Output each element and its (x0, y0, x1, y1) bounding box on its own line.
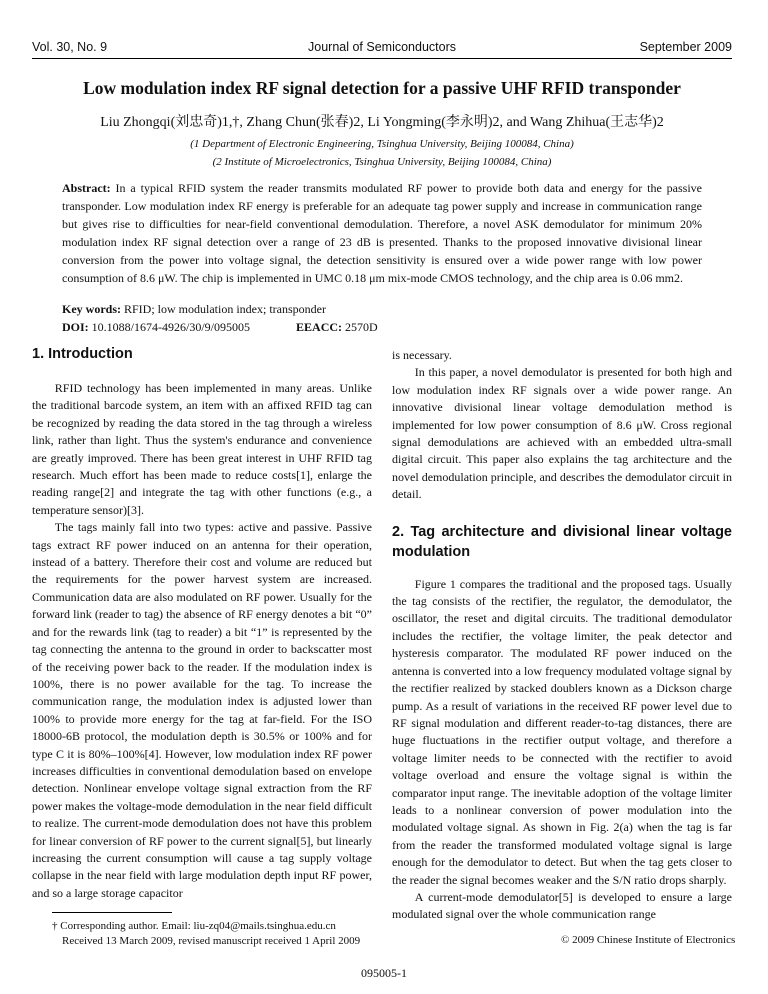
intro-paragraph-3: In this paper, a novel demodulator is presented for both high and low modulation index RF signals over a wide power range. An innovative divisional linear voltage demodulation method is implemented for low power consumption of 8.6 μW. Cross regional signal demodulations are achieved with an embedded ultra-small digital circuit. This paper also explains the tag architecture and the novel demodulation principle, and describes the demodulator circuit in detail. (392, 365, 732, 502)
intro-paragraph-2-continued: is necessary. (392, 348, 452, 362)
section-title-tag-architecture: 2. Tag architecture and divisional linear voltage modulation (392, 523, 732, 560)
footnote-rule (52, 912, 172, 913)
received-dates: Received 13 March 2009, revised manuscript received 1 April 2009 (62, 935, 361, 947)
running-header (32, 40, 732, 60)
intro-paragraph-1: RFID technology has been implemented in many areas. Unlike the traditional barcode system, an item with an affixed RFID tag can be recognized by reading the data stored in the tag through a wireless link, rather than light. Thus the system's endurance and convenience are greatly improved. There has been great interest in UHF RFID tag research. Much effort has been made to reduce costs[1], enlarge the reading range[2] and integrate the tag with other functions (e.g., a temperature sensor)[3]. (32, 381, 372, 517)
abstract (62, 179, 702, 287)
eeacc-value: 2570D (345, 320, 378, 334)
right-column (392, 347, 732, 924)
section-title-introduction: 1. Introduction (32, 346, 133, 362)
doi-value: 10.1088/1674-4926/30/9/095005 (91, 320, 251, 334)
abstract-text: In a typical RFID system the reader transmits modulated RF power to provide both data and energy for the passive transponder. Low modulation index RF energy is preferable for an adequate tag power supply and increase in communication range but gives rise to difficulties for near-field conventional demodulation. Therefore, a novel ASK demodulator for minimum 20% modulation index RF signal detection over a range of 23 dB is presented. Thanks to the proposed innovative divisional linear conversion from the power into voltage signal, the detection sensitivity is ensured over a wide power range with low power consumption of 8.6 μW. The chip is implemented in UMC 0.18 μm mix-mode CMOS technology, and the chip area is 0.06 mm2. (62, 181, 702, 285)
affiliation-2: (2 Institute of Microelectronics, Tsinghua University, Beijing 100084, China) (212, 156, 552, 168)
keywords: RFID; low modulation index; transponder (124, 302, 326, 316)
paper-title: Low modulation index RF signal detection for a passive UHF RFID transponder (83, 78, 681, 98)
section2-paragraph-1: Figure 1 compares the traditional and the proposed tags. Usually the tag consists of the rectifier, the regulator, the demodulator, the oscillator, the reset and digital circuits. The traditional demodulator includes the rectifier, the voltage limiter, the peak detector and hysteresis comparator. The modulated RF power induced on the antenna is converted into a low frequency modulated voltage signal by the rectifier realized by stacked doublers known as a Dickson charge pump. As a result of variations in the received RF power level due to RF signal modulation and different reader-to-tag distances, there are huge fluctuations in the rectifier output voltage, and therefore a voltage limiter needs to be connected with the rectifier to avoid voltage overload and ensure the voltage signal is within the comparator input range. The inevitable adoption of the voltage limiter leads to a nonlinear conversion of power modulation into the modulated voltage signal. As shown in Fig. 2(a) when the tag is far from the reader the transformed modulated voltage signal is large enough for the demodulator to detect. But when the tag gets closer to the reader the signal becomes weaker and the S/N ratio drops sharply. (392, 576, 732, 887)
issue-date: September 2009 (639, 40, 732, 54)
corresponding-author: † Corresponding author. Email: liu-zq04@mails.tsinghua.edu.cn (52, 920, 336, 932)
keywords-label: Key words: (62, 302, 121, 316)
abstract-label: Abstract: (62, 181, 111, 195)
eeacc-label: EEACC: (296, 320, 343, 334)
journal-volume: Vol. 30, No. 9 (32, 40, 108, 54)
header-rule (32, 58, 732, 59)
author-list: Liu Zhongqi(刘忠奇)1,†, Zhang Chun(张春)2, Li Yongming(李永明)2, and Wang Zhihua(王志华)2 (100, 115, 664, 130)
section2-paragraph-2: A current-mode demodulator[5] is developed to ensure a large modulated signal over the whole communication range (392, 889, 732, 922)
journal-name: Journal of Semiconductors (308, 40, 456, 54)
copyright-notice: © 2009 Chinese Institute of Electronics (561, 934, 736, 946)
page-number: 095005-1 (361, 966, 407, 980)
doi-label: DOI: (62, 320, 89, 334)
affiliation-1: (1 Department of Electronic Engineering, Tsinghua University, Beijing 100084, China) (190, 138, 574, 150)
keywords-block (62, 300, 702, 336)
left-column (32, 344, 372, 902)
intro-paragraph-2: The tags mainly fall into two types: active and passive. Passive tags extract RF power induced on an antenna for their operation, instead of a battery. Therefore their cost and volume are reduced but the requirements for the power harvest system are increased. Communication data are also modulated on RF power. Usually for the forward link (reader to tag) the absence of RF energy denotes a bit “0” and for the rewards link (tag to reader) a bit “1” is represented by the tag connecting the antenna to the ground in order to backscatter most of the receiving power back to the reader. If the modulation index is 100%, there is no power available for the tag. To increase the communication range, the modulation index is adjusted lower than 100% to provide more energy for the tag at far-field. For the ISO 18000-6B protocol, the modulation depth is 30.5% or 100% and for type C it is 80%–100%[4]. However, low modulation index RF power increases difficulties in conventional demodulation based on envelope detection. Nonlinear envelope voltage signal extraction from the RF power makes the voltage-mode demodulation in the near field difficult to realize. The current-mode demodulation does not have this problem for linear conversion of RF power to the current signal[5], but linearly increasing the current consumption will cause a tag supply voltage collapse in the near field with large modulation depth input RF power, and so a large storage capacitor (32, 520, 372, 900)
